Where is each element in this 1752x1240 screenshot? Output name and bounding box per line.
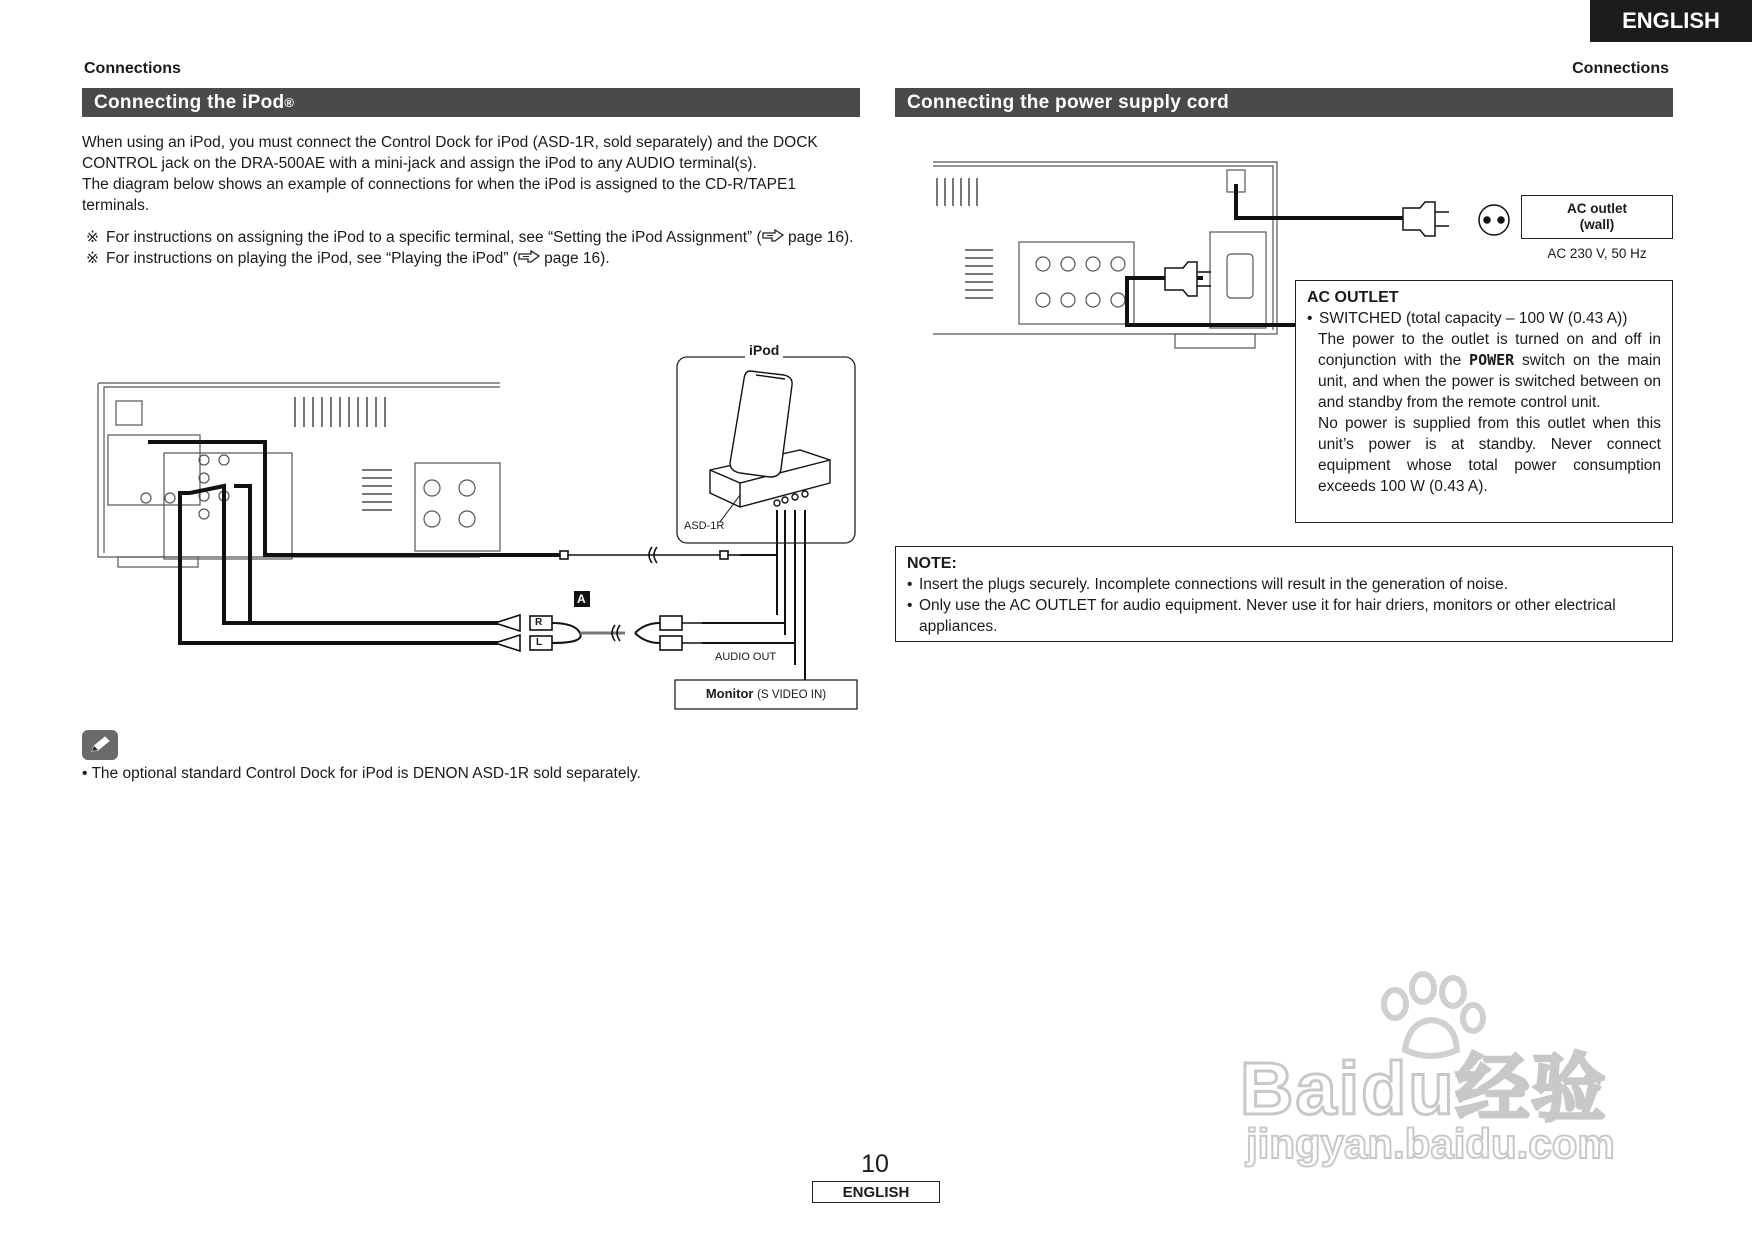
watermark-brand: Baidu经验	[1240, 1047, 1608, 1130]
note-box	[895, 546, 1673, 642]
watermark-url: jingyan.baidu.com	[1246, 1120, 1615, 1167]
reference-note	[82, 248, 860, 269]
reference-notes	[82, 227, 860, 269]
desc-text: The power to the outlet is turned on and off in conjunction with the	[1318, 331, 1661, 369]
intro-paragraph	[82, 132, 860, 216]
pointing-hand-icon	[518, 250, 540, 267]
jack-l-label: L	[536, 637, 543, 648]
audio-out-label: AUDIO OUT	[715, 651, 777, 663]
jack-r-label: R	[535, 617, 543, 628]
note-item	[907, 574, 1661, 595]
baidu-watermark	[1240, 970, 1660, 1170]
note-text: Insert the plugs securely. Incomplete connections will result in the generation of noise.	[919, 576, 1509, 593]
power-keyword: POWER	[1469, 351, 1515, 369]
page-reference: page 16).	[787, 229, 854, 246]
rca-cable-pair	[495, 615, 702, 651]
language-tab: ENGLISH	[1590, 0, 1752, 42]
ipod-connection-diagram	[80, 342, 870, 715]
bullet: •	[907, 597, 913, 614]
reference-mark: ※	[86, 229, 99, 246]
registered-mark: ®	[284, 95, 295, 110]
footnote-text: The optional standard Control Dock for iPod is DENON ASD-1R sold separately.	[91, 765, 641, 782]
marker-a-label: A	[577, 592, 586, 606]
reference-note-text: For instructions on playing the iPod, see “Playing the iPod” (	[106, 250, 518, 267]
intro-line: When using an iPod, you must connect the Control Dock for iPod (ASD-1R, sold separately) and the DOCK CONTROL jack on the DRA-500AE with a mini-jack and assign the iPod to any AUDIO terminal(s).	[82, 134, 818, 172]
connection-cables	[148, 442, 560, 643]
section-title-text: Connecting the power supply cord	[907, 91, 1230, 113]
running-head-left: Connections	[84, 60, 181, 77]
monitor-subtitle: (S VIDEO IN)	[757, 689, 827, 701]
vent-slots	[295, 397, 392, 510]
ac-outlet-wall-line1: AC outlet	[1567, 201, 1627, 216]
ipod-label: iPod	[745, 342, 783, 358]
ac-outlet-info-box	[1295, 280, 1673, 523]
vent-slots	[937, 178, 993, 298]
desc-text: switch on the main unit, and when the power is switched between on and standby from the remote control unit.	[1318, 352, 1661, 411]
page-number: 10	[861, 1150, 889, 1178]
note-title: NOTE:	[907, 555, 957, 572]
monitor-title: Monitor	[705, 686, 754, 701]
running-head-right: Connections	[1572, 60, 1669, 77]
receiver-rear-panel	[98, 383, 500, 567]
section-title-text: Connecting the iPod	[94, 91, 285, 113]
dock-label: ASD-1R	[684, 520, 725, 532]
footer-language: ENGLISH	[812, 1181, 940, 1203]
switched-text: SWITCHED (total capacity – 100 W (0.43 A))	[1319, 310, 1628, 327]
ac-outlet-switched	[1307, 308, 1661, 329]
pencil-icon	[82, 730, 118, 760]
ac-outlet-description-2: No power is supplied from this outlet when this unit’s power is at standby. Never connect equipment whose total power consumption exceeds 100 W (0.43 A).	[1318, 415, 1661, 495]
footnote-bullet: •	[82, 765, 88, 782]
note-text: Only use the AC OUTLET for audio equipment. Never use it for hair driers, monitors or other electrical appliances.	[919, 597, 1616, 635]
reference-mark: ※	[86, 250, 99, 267]
ac-spec: AC 230 V, 50 Hz	[1547, 246, 1647, 261]
page-reference: page 16).	[544, 250, 610, 267]
mini-jack-cable	[560, 547, 742, 563]
pointing-hand-icon	[762, 229, 784, 246]
note-item	[907, 595, 1661, 637]
ac-outlet-wall-line2: (wall)	[1579, 217, 1615, 232]
section-title-power	[895, 88, 1673, 117]
ac-outlet-description	[1307, 329, 1661, 413]
bullet: •	[907, 576, 913, 593]
intro-line: The diagram below shows an example of connections for when the iPod is assigned to the CD-R/TAPE1 terminals.	[82, 176, 796, 214]
asd1r-dock	[710, 371, 830, 507]
ac-outlet-wall-box	[1521, 195, 1673, 239]
bullet: •	[1307, 310, 1313, 327]
reference-note	[82, 227, 860, 248]
reference-note-text: For instructions on assigning the iPod to a specific terminal, see “Setting the iPod Assignment” (	[106, 229, 762, 246]
section-title-ipod	[82, 88, 860, 117]
receiver-rear-panel	[933, 162, 1277, 348]
monitor-label	[670, 686, 862, 701]
ac-outlet-title: AC OUTLET	[1307, 289, 1399, 306]
footnote	[82, 763, 860, 784]
